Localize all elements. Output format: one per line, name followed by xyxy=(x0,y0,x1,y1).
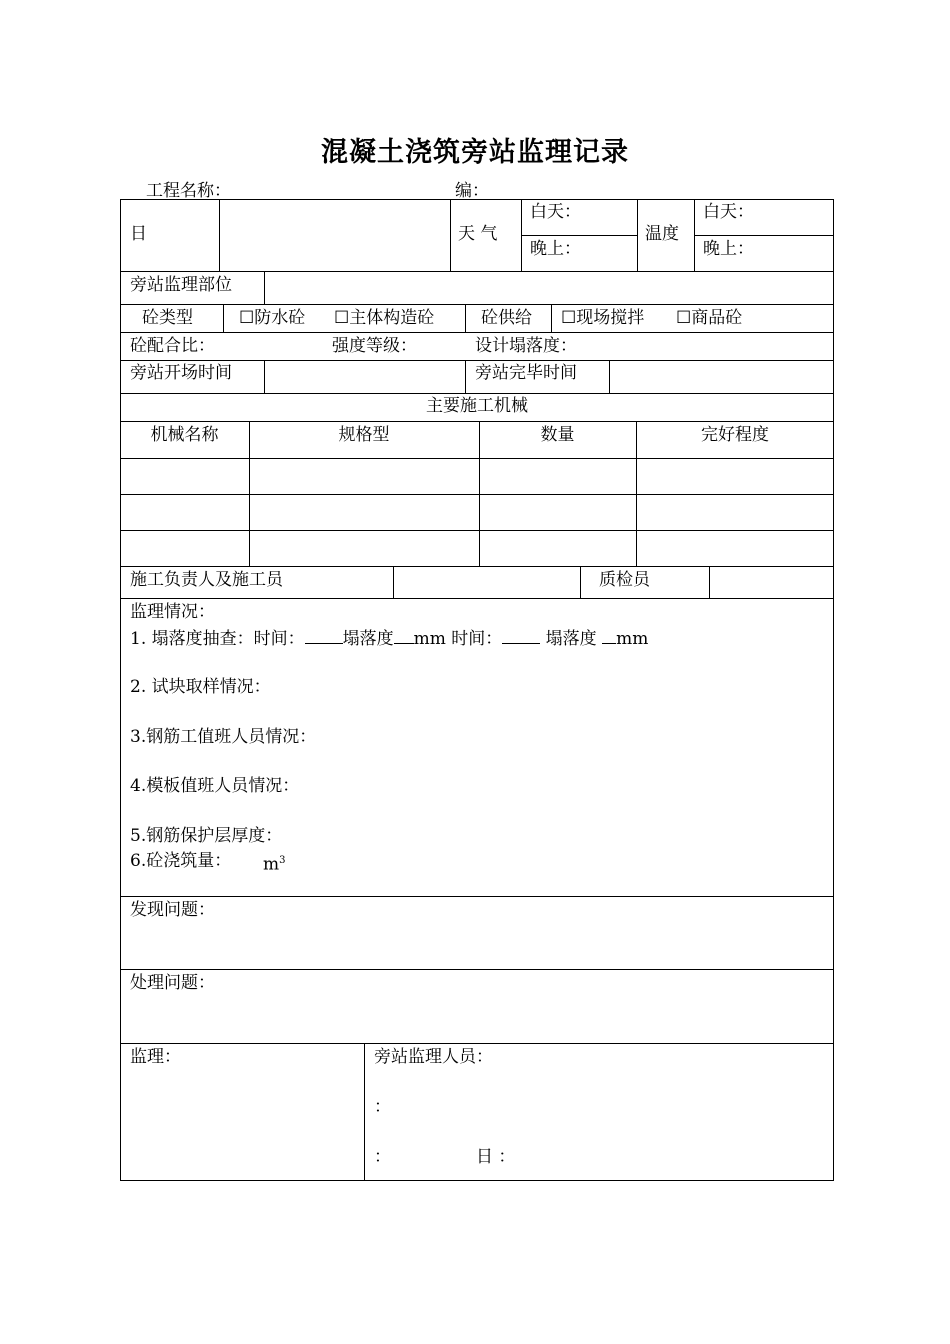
row-divider xyxy=(120,421,834,422)
start-time-label: 旁站开场时间 xyxy=(130,363,232,383)
row-divider xyxy=(120,1043,834,1044)
row-divider xyxy=(120,393,834,394)
cover-thickness-item: 5.钢筋保护层厚度： xyxy=(130,826,283,846)
unit-superscript: 3 xyxy=(279,855,286,866)
row-divider xyxy=(120,304,834,305)
colon-mark: ： xyxy=(374,1147,391,1167)
machine-name-header: 机械名称 xyxy=(150,425,219,445)
row-divider xyxy=(120,494,834,495)
blank-line xyxy=(602,627,616,644)
quality-inspector-label: 质检员 xyxy=(599,570,650,590)
supervisor-label: 监理： xyxy=(130,1047,181,1067)
rebar-staff-item: 3.钢筋工值班人员情况： xyxy=(130,727,317,747)
issues-handled-label: 处理问题： xyxy=(130,973,215,993)
slump-unit-time-label: mm 时间： xyxy=(413,629,503,649)
page-title: 混凝土浇筑旁站监理记录 xyxy=(321,137,629,168)
onsite-mixing-checkbox[interactable]: ☐现场搅拌 xyxy=(561,308,645,328)
row-divider xyxy=(120,360,834,361)
col-divider xyxy=(551,304,552,332)
issues-found-label: 发现问题： xyxy=(130,900,215,920)
record-form xyxy=(120,199,834,1181)
row-divider xyxy=(120,271,834,272)
col-divider xyxy=(637,199,638,271)
code-label: 编： xyxy=(455,181,489,201)
waterproof-concrete-checkbox[interactable]: ☐防水砼 xyxy=(239,308,306,328)
slump-check-time-label: 1. 塌落度抽查：时间： xyxy=(130,629,305,649)
cell-divider xyxy=(521,235,637,236)
unit-m: m xyxy=(263,854,280,875)
slump-check-line xyxy=(130,627,648,649)
strength-grade-label: 强度等级： xyxy=(332,336,417,356)
weather-label: 天 气 xyxy=(458,224,498,244)
condition-header: 完好程度 xyxy=(701,425,769,445)
col-divider xyxy=(393,566,394,598)
weather-night-label: 晚上： xyxy=(530,239,581,259)
concrete-supply-label: 砼供给 xyxy=(481,308,532,328)
slump-unit-2: mm xyxy=(616,629,649,649)
footer-date-label: 日 ： xyxy=(476,1147,516,1167)
formwork-staff-item: 4.模板值班人员情况： xyxy=(130,776,300,796)
blank-line xyxy=(305,627,343,644)
row-divider xyxy=(120,530,834,531)
col-divider xyxy=(580,566,581,598)
colon-mark: ： xyxy=(374,1097,391,1117)
pour-volume-item: 6.砼浇筑量： xyxy=(130,851,232,871)
cell-divider xyxy=(694,235,834,236)
quantity-header: 数量 xyxy=(540,425,575,445)
row-divider xyxy=(120,896,834,897)
slump-label: 塌落度 xyxy=(342,629,394,649)
date-label: 日 xyxy=(130,224,147,244)
machinery-section-title: 主要施工机械 xyxy=(426,396,528,416)
col-divider xyxy=(223,304,224,332)
location-label: 旁站监理部位 xyxy=(130,275,232,295)
col-divider xyxy=(364,1043,365,1181)
row-divider xyxy=(120,458,834,459)
col-divider xyxy=(465,304,466,332)
row-divider xyxy=(120,969,834,970)
structural-concrete-checkbox[interactable]: ☐主体构造砼 xyxy=(334,308,435,328)
blank-line xyxy=(502,627,540,644)
col-divider xyxy=(465,360,466,393)
temperature-day-label: 白天： xyxy=(703,202,754,222)
temperature-label: 温度 xyxy=(645,224,679,244)
mix-ratio-label: 砼配合比： xyxy=(130,336,215,356)
end-time-label: 旁站完毕时间 xyxy=(475,363,577,383)
blank-line xyxy=(394,627,414,644)
row-divider xyxy=(120,598,834,599)
supervision-heading: 监理情况： xyxy=(130,602,215,622)
concrete-type-label: 砼类型 xyxy=(142,308,193,328)
slump-label-2: 塌落度 xyxy=(540,629,603,649)
col-divider xyxy=(450,199,451,271)
project-name-label: 工程名称： xyxy=(146,181,231,201)
sample-item: 2. 试块取样情况： xyxy=(130,677,271,697)
col-divider xyxy=(264,271,265,304)
weather-day-label: 白天： xyxy=(530,202,581,222)
row-divider xyxy=(120,566,834,567)
col-divider xyxy=(694,199,695,271)
design-slump-label: 设计塌落度： xyxy=(475,336,577,356)
construction-manager-label: 施工负责人及施工员 xyxy=(130,570,283,590)
col-divider xyxy=(219,199,220,271)
site-supervisor-label: 旁站监理人员： xyxy=(374,1047,493,1067)
col-divider xyxy=(264,360,265,393)
commercial-concrete-checkbox[interactable]: ☐商品砼 xyxy=(676,308,743,328)
row-divider xyxy=(120,332,834,333)
temperature-night-label: 晚上： xyxy=(703,239,754,259)
col-divider xyxy=(609,360,610,393)
pour-volume-unit xyxy=(263,851,286,875)
col-divider xyxy=(521,199,522,271)
spec-header: 规格型 xyxy=(338,425,390,445)
col-divider xyxy=(709,566,710,598)
